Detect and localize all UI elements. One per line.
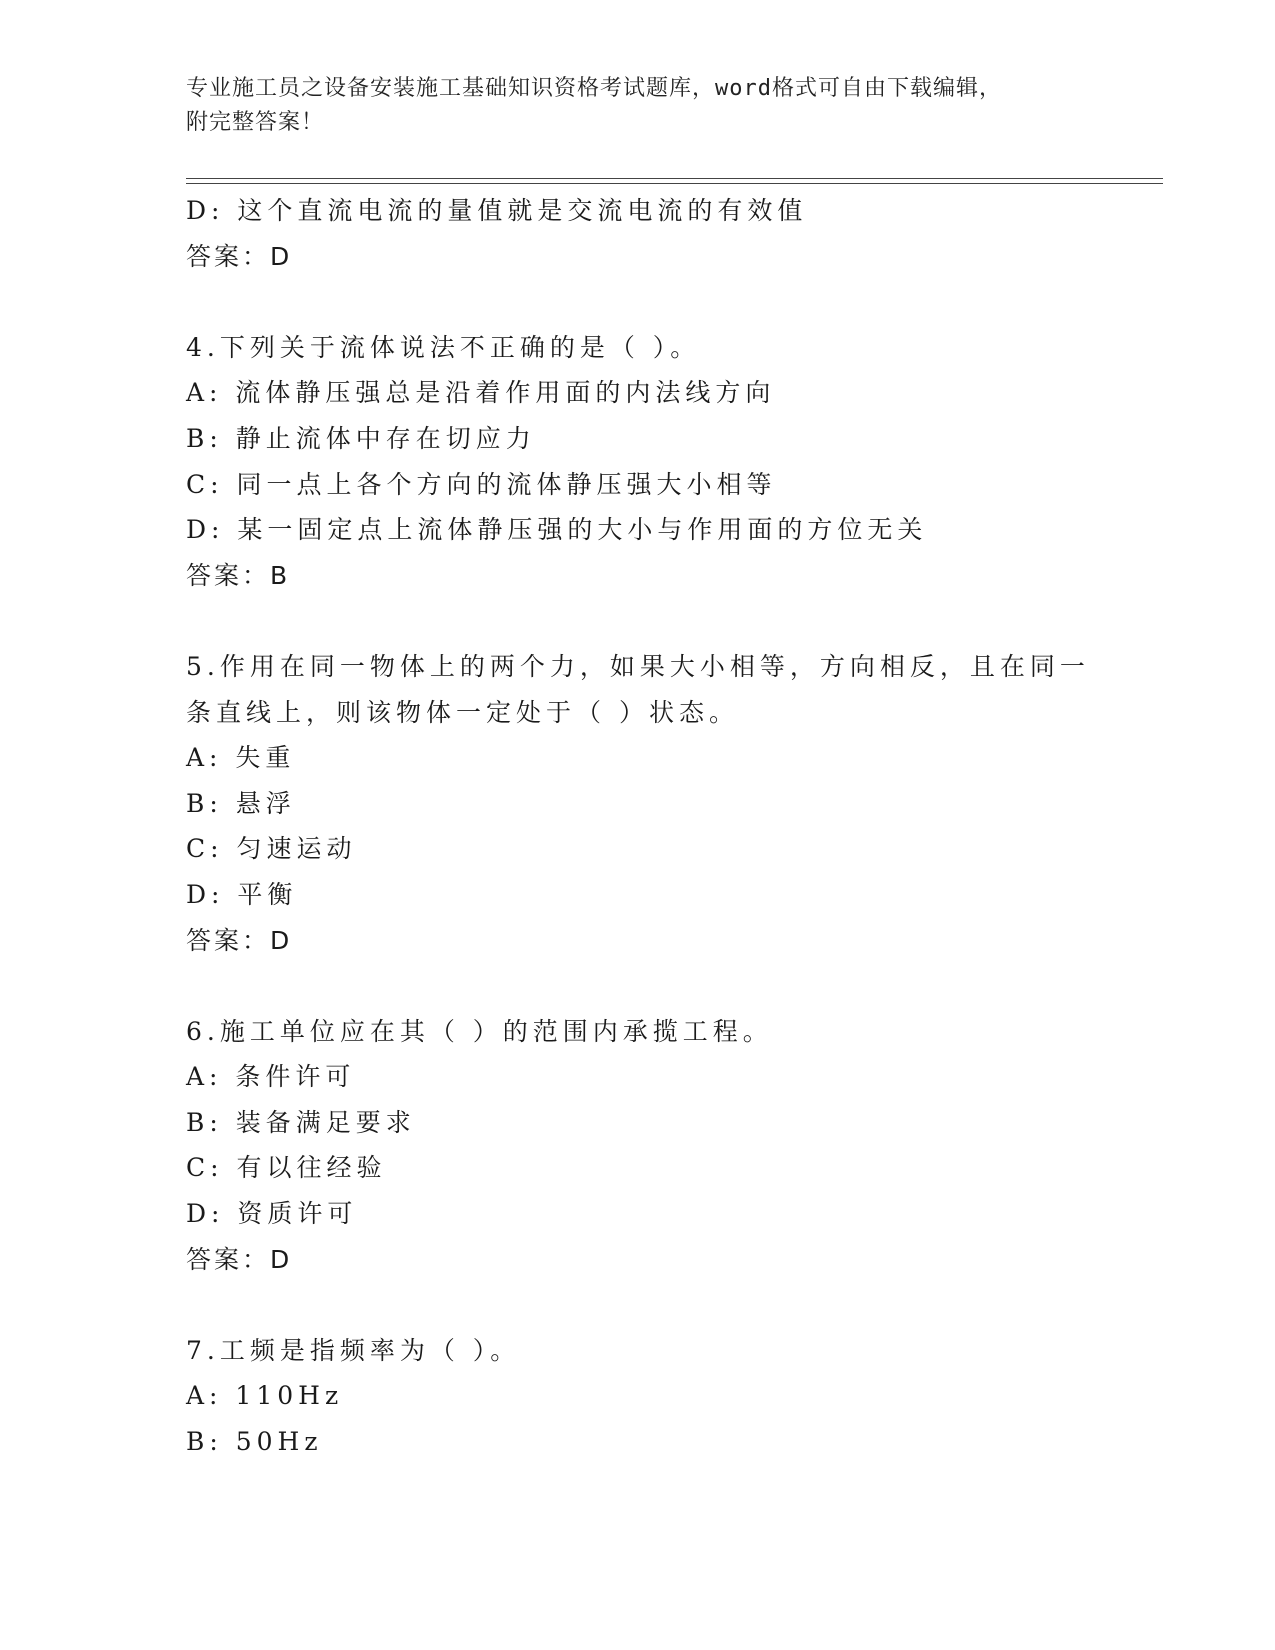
question-block-4 <box>186 325 1086 599</box>
answer-line: 答案：D <box>186 925 293 955</box>
option-b: B: 50Hz <box>186 1427 323 1457</box>
question-stem-line-1: 5.作用在同一物体上的两个力，如果大小相等，方向相反，且在同一 <box>186 651 1090 681</box>
question-stem-line-2: 条直线上，则该物体一定处于（ ）状态。 <box>186 697 739 727</box>
question-block-prev <box>186 188 1086 279</box>
option-a: A: 失重 <box>186 743 296 773</box>
option-c: C: 匀速运动 <box>186 834 357 864</box>
answer-line: 答案：B <box>186 560 291 590</box>
header-divider-bottom <box>186 183 1163 184</box>
spacer <box>186 598 1086 644</box>
document-header <box>186 72 1066 140</box>
header-line-1: 专业施工员之设备安装施工基础知识资格考试题库，word格式可自由下载编辑， <box>186 76 1002 101</box>
option-c: C: 同一点上各个方向的流体静压强大小相等 <box>186 469 777 499</box>
spacer <box>186 963 1086 1009</box>
answer-line: 答案：D <box>186 1244 293 1274</box>
option-d: D: 某一固定点上流体静压强的大小与作用面的方位无关 <box>186 515 928 545</box>
question-stem: 6.施工单位应在其（ ）的范围内承揽工程。 <box>186 1016 773 1046</box>
option-b: B: 悬浮 <box>186 788 296 818</box>
option-b: B: 静止流体中存在切应力 <box>186 423 536 453</box>
option-d: D: 这个直流电流的量值就是交流电流的有效值 <box>186 196 808 225</box>
question-list <box>186 188 1090 1465</box>
header-line-2: 附完整答案！ <box>186 110 325 135</box>
option-c: C: 有以往经验 <box>186 1153 387 1183</box>
spacer <box>186 1282 1086 1328</box>
answer-line: 答案：D <box>186 241 293 271</box>
option-b: B: 装备满足要求 <box>186 1107 416 1137</box>
question-stem: 4.下列关于流体说法不正确的是（ ）。 <box>186 332 701 362</box>
question-block-5 <box>186 644 1090 963</box>
question-block-7 <box>186 1328 1086 1465</box>
question-stem: 7.工频是指频率为（ ）。 <box>186 1335 521 1365</box>
option-a: A: 条件许可 <box>186 1062 356 1092</box>
option-a: A: 流体静压强总是沿着作用面的内法线方向 <box>186 378 776 408</box>
option-d: D: 平衡 <box>186 879 298 909</box>
option-a: A: 110Hz <box>186 1381 344 1411</box>
header-divider-top <box>186 178 1163 179</box>
spacer <box>186 279 1086 325</box>
question-block-6 <box>186 1009 1086 1283</box>
option-d: D: 资质许可 <box>186 1199 358 1229</box>
